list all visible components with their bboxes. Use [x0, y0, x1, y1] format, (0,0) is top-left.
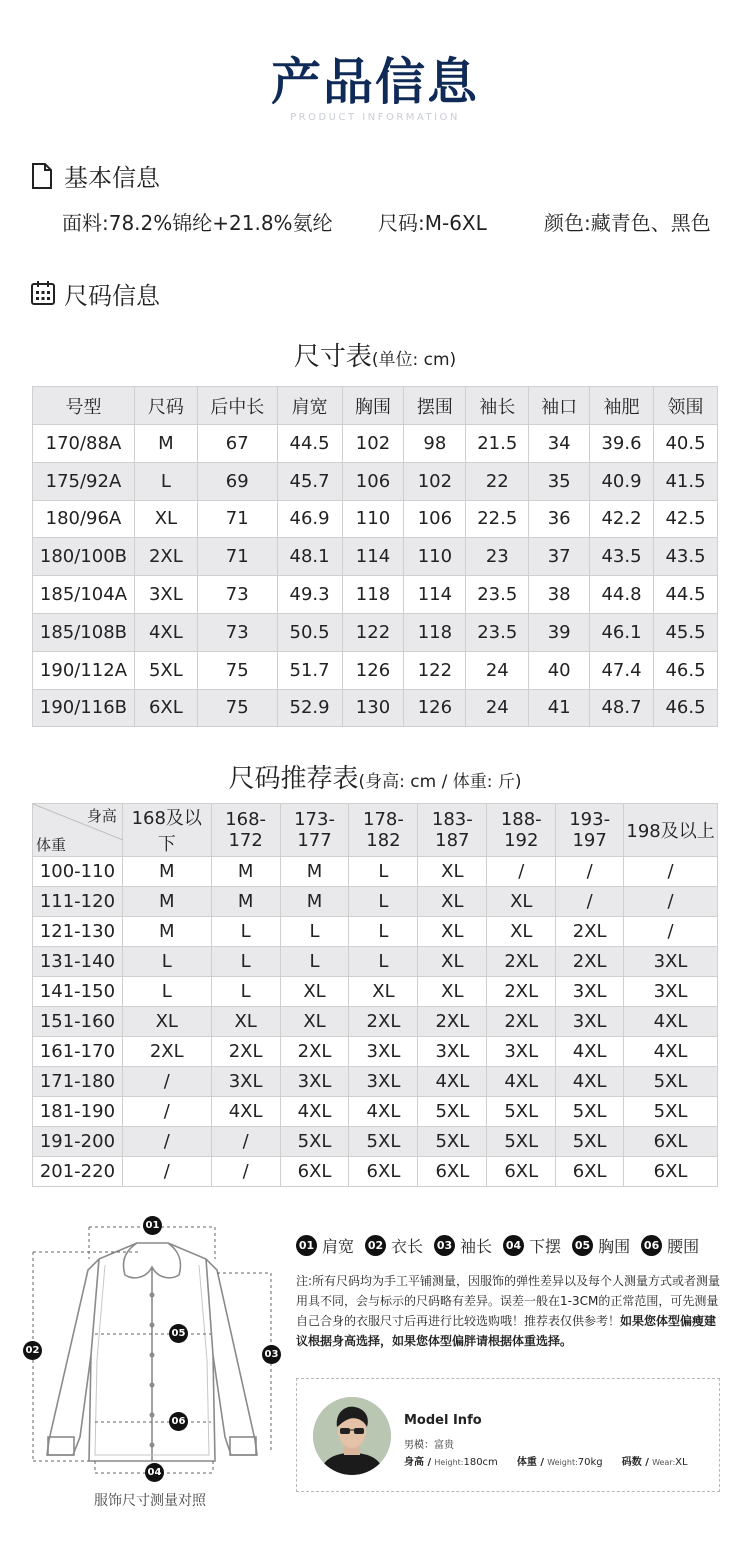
table-row	[33, 977, 718, 1007]
table-row	[33, 1157, 718, 1187]
table-cell: 46.9	[277, 500, 342, 538]
size-table-title-text: 尺寸表	[293, 342, 372, 372]
legend-number: 05	[572, 1235, 593, 1256]
table-cell: 126	[342, 651, 404, 689]
table-cell: 40	[529, 651, 590, 689]
table-cell: L	[211, 947, 280, 977]
marker-03: 03	[262, 1345, 281, 1364]
table-cell: 106	[342, 462, 404, 500]
table-row	[33, 425, 718, 463]
note-bold-text: 如果您体型偏瘦建议根据身高选择，如果您体型偏胖请根据体重选择。	[296, 1314, 717, 1348]
page-title: 产品信息	[271, 53, 479, 111]
marker-02: 02	[23, 1341, 42, 1360]
table-cell: 50.5	[277, 613, 342, 651]
size-text: 尺码:M-6XL	[378, 211, 487, 235]
table-cell: 40.5	[653, 425, 717, 463]
table-cell: 201-220	[33, 1157, 123, 1187]
table-cell: 36	[529, 500, 590, 538]
page-subtitle: PRODUCT INFORMATION	[290, 112, 460, 123]
table-cell: 4XL	[418, 1067, 487, 1097]
table-row	[33, 613, 718, 651]
table-cell: 41	[529, 689, 590, 727]
table-cell: 5XL	[487, 1097, 556, 1127]
weight-value: 70kg	[577, 1457, 603, 1468]
table-cell: /	[487, 857, 556, 887]
legend-number: 01	[296, 1235, 317, 1256]
table-cell: 23	[466, 538, 529, 576]
header-cell: 198及以上	[624, 804, 718, 857]
table-cell: 5XL	[487, 1127, 556, 1157]
table-cell: 2XL	[556, 947, 624, 977]
model-info-card	[296, 1378, 720, 1492]
height-value: 180cm	[463, 1457, 498, 1468]
table-cell: /	[211, 1127, 280, 1157]
table-cell: 4XL	[624, 1007, 718, 1037]
model-stats	[404, 1453, 688, 1468]
legend-item	[434, 1234, 492, 1257]
table-cell: 102	[342, 425, 404, 463]
table-cell: 106	[404, 500, 466, 538]
table-cell: 45.7	[277, 462, 342, 500]
table-cell: 38	[529, 576, 590, 614]
table-cell: 98	[404, 425, 466, 463]
rec-table-unit: (身高: cm / 体重: 斤)	[358, 772, 522, 792]
table-cell: 3XL	[556, 1007, 624, 1037]
table-cell: 43.5	[590, 538, 654, 576]
table-cell: 181-190	[33, 1097, 123, 1127]
table-cell: 71	[197, 538, 277, 576]
header-cell: 178-182	[349, 804, 418, 857]
marker-01: 01	[143, 1216, 162, 1235]
table-cell: 44.5	[277, 425, 342, 463]
table-cell: XL	[134, 500, 197, 538]
table-cell: M	[280, 857, 349, 887]
table-cell: 2XL	[487, 1007, 556, 1037]
header-cell: 袖口	[529, 387, 590, 425]
table-cell: M	[134, 425, 197, 463]
table-cell: M	[122, 887, 211, 917]
table-cell: 114	[342, 538, 404, 576]
table-cell: L	[349, 947, 418, 977]
legend-number: 03	[434, 1235, 455, 1256]
table-cell: 51.7	[277, 651, 342, 689]
calendar-icon	[30, 280, 56, 308]
table-row	[33, 1037, 718, 1067]
color-text: 颜色:藏青色、黑色	[544, 211, 711, 235]
table-cell: 4XL	[134, 613, 197, 651]
table-row	[33, 576, 718, 614]
table-cell: 4XL	[556, 1037, 624, 1067]
table-cell: XL	[280, 1007, 349, 1037]
table-cell: XL	[418, 857, 487, 887]
page-header	[0, 52, 750, 123]
header-cell: 193-197	[556, 804, 624, 857]
table-cell: 23.5	[466, 613, 529, 651]
header-cell: 号型	[33, 387, 135, 425]
size-table-title	[0, 336, 750, 373]
table-cell: 122	[342, 613, 404, 651]
legend-label: 袖长	[460, 1237, 493, 1256]
table-cell: 126	[404, 689, 466, 727]
table-cell: /	[556, 857, 624, 887]
table-cell: 71	[197, 500, 277, 538]
table-cell: 161-170	[33, 1037, 123, 1067]
table-cell: 6XL	[487, 1157, 556, 1187]
table-cell: 118	[342, 576, 404, 614]
table-cell: L	[349, 917, 418, 947]
table-cell: 185/108B	[33, 613, 135, 651]
table-cell: 2XL	[349, 1007, 418, 1037]
table-cell: 73	[197, 613, 277, 651]
shirt-illustration	[25, 1215, 285, 1485]
table-cell: 4XL	[624, 1037, 718, 1067]
table-cell: 6XL	[556, 1157, 624, 1187]
document-icon	[30, 162, 56, 190]
corner-height-label: 身高	[86, 807, 117, 825]
table-cell: 44.8	[590, 576, 654, 614]
table-cell: /	[624, 917, 718, 947]
table-cell: 73	[197, 576, 277, 614]
table-cell: 6XL	[624, 1127, 718, 1157]
table-cell: 37	[529, 538, 590, 576]
table-cell: 5XL	[624, 1067, 718, 1097]
table-cell: 46.1	[590, 613, 654, 651]
table-cell: 2XL	[122, 1037, 211, 1067]
table-cell: 24	[466, 651, 529, 689]
table-cell: 131-140	[33, 947, 123, 977]
table-cell: 24	[466, 689, 529, 727]
table-cell: 3XL	[134, 576, 197, 614]
table-cell: 22	[466, 462, 529, 500]
table-cell: 75	[197, 651, 277, 689]
diagram-caption: 服饰尺寸测量对照	[94, 1493, 206, 1509]
legend-item	[296, 1234, 354, 1257]
table-cell: 3XL	[418, 1037, 487, 1067]
table-cell: 47.4	[590, 651, 654, 689]
table-cell: 49.3	[277, 576, 342, 614]
table-cell: 122	[404, 651, 466, 689]
table-cell: 48.1	[277, 538, 342, 576]
table-cell: 6XL	[418, 1157, 487, 1187]
table-cell: 2XL	[487, 977, 556, 1007]
table-cell: XL	[418, 947, 487, 977]
table-cell: /	[624, 887, 718, 917]
table-cell: L	[211, 977, 280, 1007]
table-row	[33, 887, 718, 917]
legend-item	[503, 1234, 561, 1257]
table-cell: /	[122, 1097, 211, 1127]
table-cell: 175/92A	[33, 462, 135, 500]
table-cell: 100-110	[33, 857, 123, 887]
header-cell: 尺码	[134, 387, 197, 425]
table-cell: M	[122, 917, 211, 947]
table-row	[33, 1067, 718, 1097]
table-row	[33, 1007, 718, 1037]
legend-number: 06	[641, 1235, 662, 1256]
table-cell: 5XL	[134, 651, 197, 689]
table-cell: 170/88A	[33, 425, 135, 463]
table-cell: 180/96A	[33, 500, 135, 538]
table-row	[33, 947, 718, 977]
legend-label: 衣长	[391, 1237, 424, 1256]
basic-info-heading	[30, 158, 160, 193]
table-cell: 35	[529, 462, 590, 500]
corner-weight-label: 体重	[36, 836, 67, 854]
table-cell: 5XL	[556, 1097, 624, 1127]
model-info-title: Model Info	[404, 1413, 482, 1428]
table-cell: XL	[211, 1007, 280, 1037]
table-cell: 3XL	[624, 977, 718, 1007]
table-cell: 190/112A	[33, 651, 135, 689]
table-cell: L	[280, 917, 349, 947]
table-cell: 4XL	[211, 1097, 280, 1127]
basic-info-label: 基本信息	[64, 164, 160, 192]
table-cell: XL	[418, 887, 487, 917]
size-table-header	[33, 387, 718, 425]
table-cell: 45.5	[653, 613, 717, 651]
table-row	[33, 917, 718, 947]
table-cell: 21.5	[466, 425, 529, 463]
wear-en: Wear:	[652, 1458, 676, 1467]
table-cell: /	[122, 1157, 211, 1187]
table-cell: XL	[122, 1007, 211, 1037]
table-cell: XL	[280, 977, 349, 1007]
table-cell: 118	[404, 613, 466, 651]
table-cell: 23.5	[466, 576, 529, 614]
header-cell: 188-192	[487, 804, 556, 857]
size-info-heading	[30, 276, 160, 311]
table-cell: 180/100B	[33, 538, 135, 576]
table-row	[33, 857, 718, 887]
table-cell: 6XL	[349, 1157, 418, 1187]
table-cell: 114	[404, 576, 466, 614]
model-name: 男模：富贵	[404, 1440, 454, 1451]
table-cell: XL	[487, 887, 556, 917]
legend-item	[641, 1234, 699, 1257]
marker-06: 06	[169, 1412, 188, 1431]
table-cell: 22.5	[466, 500, 529, 538]
header-cell: 183-187	[418, 804, 487, 857]
header-cell: 领围	[653, 387, 717, 425]
table-cell: 5XL	[418, 1097, 487, 1127]
header-cell: 173-177	[280, 804, 349, 857]
table-cell: 42.2	[590, 500, 654, 538]
legend-label: 肩宽	[322, 1237, 355, 1256]
garment-diagram	[25, 1215, 285, 1485]
table-cell: 2XL	[418, 1007, 487, 1037]
table-cell: M	[122, 857, 211, 887]
table-row	[33, 1097, 718, 1127]
table-cell: 191-200	[33, 1127, 123, 1157]
table-cell: L	[134, 462, 197, 500]
table-cell: 46.5	[653, 651, 717, 689]
table-cell: 67	[197, 425, 277, 463]
table-cell: L	[211, 917, 280, 947]
table-cell: L	[280, 947, 349, 977]
legend-label: 下摆	[529, 1237, 562, 1256]
header-cell: 摆围	[404, 387, 466, 425]
table-cell: 2XL	[280, 1037, 349, 1067]
size-table	[32, 386, 718, 727]
table-cell: 3XL	[624, 947, 718, 977]
table-cell: L	[122, 977, 211, 1007]
note-text: 注:所有尺码均为手工平铺测量，因服饰的弹性差异以及每个人测量方式或者测量用具不同，会与标示的尺码略有差异。误差一般在1-3CM的正常范围，可先测量自己合身的衣服尺寸后再进行比较选购哦！推荐表仅供参考！	[296, 1274, 721, 1328]
size-table-unit: (单位: cm)	[371, 350, 457, 370]
table-cell: M	[211, 857, 280, 887]
table-cell: 4XL	[487, 1067, 556, 1097]
table-cell: 3XL	[556, 977, 624, 1007]
fabric-text: 面料:78.2%锦纶+21.8%氨纶	[62, 211, 333, 235]
header-cell: 肩宽	[277, 387, 342, 425]
table-cell: 40.9	[590, 462, 654, 500]
table-cell: 5XL	[418, 1127, 487, 1157]
table-cell: 190/116B	[33, 689, 135, 727]
table-cell: 3XL	[211, 1067, 280, 1097]
table-row	[33, 462, 718, 500]
measure-legend	[296, 1234, 710, 1257]
rec-table-title-text: 尺码推荐表	[228, 764, 359, 794]
table-cell: 151-160	[33, 1007, 123, 1037]
table-cell: 130	[342, 689, 404, 727]
table-cell: 111-120	[33, 887, 123, 917]
table-cell: XL	[418, 977, 487, 1007]
table-cell: 5XL	[280, 1127, 349, 1157]
weight-label: 体重 /	[516, 1457, 545, 1468]
legend-label: 腰围	[667, 1237, 700, 1256]
table-cell: XL	[418, 917, 487, 947]
table-cell: L	[122, 947, 211, 977]
recommend-table	[32, 803, 718, 1187]
header-cell: 胸围	[342, 387, 404, 425]
table-cell: 171-180	[33, 1067, 123, 1097]
table-cell: M	[280, 887, 349, 917]
table-cell: 46.5	[653, 689, 717, 727]
marker-04: 04	[145, 1463, 164, 1482]
table-cell: 3XL	[487, 1037, 556, 1067]
legend-number: 04	[503, 1235, 524, 1256]
table-cell: 185/104A	[33, 576, 135, 614]
legend-item	[572, 1234, 630, 1257]
table-cell: 39	[529, 613, 590, 651]
wear-value: XL	[675, 1457, 688, 1468]
model-avatar	[313, 1397, 391, 1475]
measurement-note	[296, 1271, 722, 1351]
table-cell: 75	[197, 689, 277, 727]
table-cell: XL	[487, 917, 556, 947]
table-row	[33, 1127, 718, 1157]
table-cell: 4XL	[556, 1067, 624, 1097]
header-cell: 袖长	[466, 387, 529, 425]
table-cell: 2XL	[556, 917, 624, 947]
table-cell: 102	[404, 462, 466, 500]
table-cell: M	[211, 887, 280, 917]
table-cell: 2XL	[211, 1037, 280, 1067]
header-cell: 168-172	[211, 804, 280, 857]
height-label: 身高 /	[404, 1457, 432, 1468]
table-cell: 110	[404, 538, 466, 576]
table-row	[33, 689, 718, 727]
table-cell: 44.5	[653, 576, 717, 614]
legend-item	[365, 1234, 423, 1257]
table-cell: 42.5	[653, 500, 717, 538]
header-cell: 后中长	[197, 387, 277, 425]
marker-05: 05	[169, 1324, 188, 1343]
table-row	[33, 500, 718, 538]
table-cell: 5XL	[349, 1127, 418, 1157]
size-info-label: 尺码信息	[64, 282, 160, 310]
table-cell: 5XL	[556, 1127, 624, 1157]
legend-label: 胸围	[598, 1237, 631, 1256]
table-cell: 69	[197, 462, 277, 500]
weight-en: Weight:	[547, 1458, 578, 1467]
wear-label: 码数 /	[621, 1457, 649, 1468]
table-cell: /	[122, 1067, 211, 1097]
table-row	[33, 651, 718, 689]
table-cell: 110	[342, 500, 404, 538]
table-cell: 5XL	[624, 1097, 718, 1127]
table-cell: 6XL	[280, 1157, 349, 1187]
table-cell: XL	[349, 977, 418, 1007]
table-cell: /	[122, 1127, 211, 1157]
table-cell: 6XL	[134, 689, 197, 727]
header-cell: 168及以下	[122, 804, 211, 857]
table-cell: 43.5	[653, 538, 717, 576]
table-cell: 2XL	[487, 947, 556, 977]
table-cell: 52.9	[277, 689, 342, 727]
table-cell: 48.7	[590, 689, 654, 727]
table-cell: L	[349, 887, 418, 917]
table-cell: 41.5	[653, 462, 717, 500]
table-cell: 34	[529, 425, 590, 463]
table-cell: 141-150	[33, 977, 123, 1007]
rec-table-title	[0, 758, 750, 795]
table-cell: 4XL	[280, 1097, 349, 1127]
table-cell: 4XL	[349, 1097, 418, 1127]
table-cell: L	[349, 857, 418, 887]
table-cell: 6XL	[624, 1157, 718, 1187]
table-cell: 121-130	[33, 917, 123, 947]
table-cell: 2XL	[134, 538, 197, 576]
legend-number: 02	[365, 1235, 386, 1256]
table-cell: 3XL	[349, 1067, 418, 1097]
table-cell: 3XL	[280, 1067, 349, 1097]
height-en: Height:	[434, 1458, 464, 1467]
table-cell: /	[211, 1157, 280, 1187]
header-cell: 袖肥	[590, 387, 654, 425]
table-cell: /	[624, 857, 718, 887]
table-cell: 39.6	[590, 425, 654, 463]
corner-cell	[33, 804, 123, 857]
table-cell: 3XL	[349, 1037, 418, 1067]
table-cell: /	[556, 887, 624, 917]
table-row	[33, 538, 718, 576]
rec-table-header	[33, 804, 718, 857]
